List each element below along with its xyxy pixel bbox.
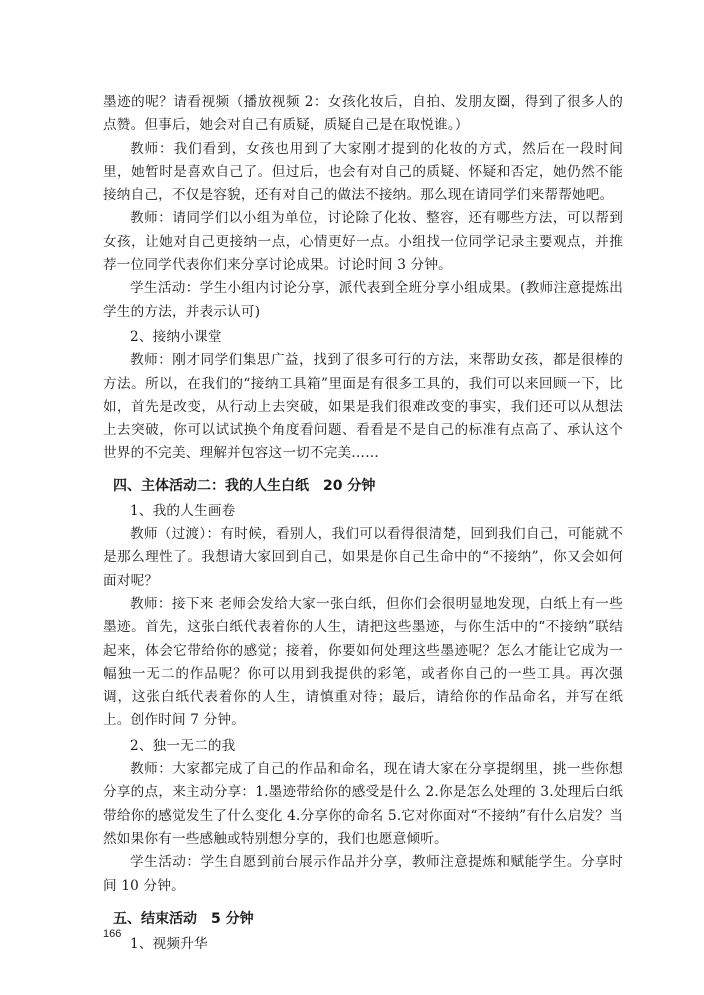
section-heading-closing: 五、结束活动 5 分钟 <box>113 910 254 927</box>
paragraph-video-intro: 墨迹的呢？请看视频（播放视频 2：女孩化妆后，自拍、发朋友圈，得到了很多人的点赞。但事后，她会对自己有质疑，质疑自己是在取悦谁。） <box>103 94 623 134</box>
paragraph-teacher-observation: 教师：我们看到，女孩也用到了大家刚才提到的化妆的方式，然后在一段时间里，她暂时是喜欢自己了。但过后，也会有对自己的质疑、怀疑和否定，她仍然不能接纳自己，不仅是容貌，还有对自己的做法不接纳。那么现在请同学们来帮帮她吧。 <box>103 140 623 204</box>
subheading-accept-classroom: 2、接纳小课堂 <box>130 328 222 345</box>
paragraph-transition: 教师（过渡）：有时候，看别人，我们可以看得很清楚，回到我们自己，可能就不是那么理性了。我想请大家回到自己，如果是你自己生命中的“不接纳”，你又会如何面对呢？ <box>103 526 623 589</box>
subheading-unique-me: 2、独一无二的我 <box>130 737 236 754</box>
page-number: 166 <box>103 928 122 940</box>
paragraph-sharing-outline: 教师：大家都完成了自己的作品和命名，现在请大家在分享提纲里，挑一些你想分享的点，来主动分享：1.墨迹带给你的感受是什么 2.你是怎么处理的 3.处理后白纸带给你的感觉发生了什么变化 4.分享你的命名 5.它对你面对“不接纳”有什么启发？当然如果你有一些感触或特别想分享的，我们也愿意倾听。 <box>103 761 623 847</box>
paragraph-group-discussion: 教师：请同学们以小组为单位，讨论除了化妆、整容，还有哪些方法，可以帮到女孩，让她对自己更接纳一点，心情更好一点。小组找一位同学记录主要观点，并推荐一位同学代表你们来分享讨论成果。讨论时间 3 分钟。 <box>103 210 623 274</box>
section-heading-activity-two: 四、主体活动二：我的人生白纸 20 分钟 <box>113 477 376 494</box>
paragraph-student-activity-2: 学生活动：学生自愿到前台展示作品并分享，教师注意提炼和赋能学生。分享时间 10 分钟。 <box>103 854 623 894</box>
paragraph-student-activity-1: 学生活动：学生小组内讨论分享，派代表到全班分享小组成果。(教师注意提炼出学生的方法，并表示认可) <box>103 280 623 320</box>
subheading-life-scroll: 1、我的人生画卷 <box>130 502 236 519</box>
paragraph-white-paper: 教师：接下来 老师会发给大家一张白纸，但你们会很明显地发现，白纸上有一些墨迹。首先，这张白纸代表着你的人生，请把这些墨迹，与你生活中的“不接纳”联结起来，体会它带给你的感觉；接着，你要如何处理这些墨迹呢？怎么才能让它成为一幅独一无二的作品呢？你可以用到我提供的彩笔，或者你自己的一些工具。再次强调，这张白纸代表着你的人生，请慎重对待；最后，请给你的作品命名，并写在纸上。创作时间 7 分钟。 <box>103 595 623 729</box>
subheading-video-sublimation: 1、视频升华 <box>130 935 208 952</box>
paragraph-toolbox: 教师：刚才同学们集思广益，找到了很多可行的方法，来帮助女孩，都是很棒的方法。所以，在我们的“接纳工具箱”里面是有很多工具的，我们可以来回顾一下，比如，首先是改变，从行动上去突破，如果是我们很难改变的事实，我们还可以从想法上去突破，你可以试试换个角度看问题、看看是不是自己的标准有点高了、承认这个世界的不完美、理解并包容这一切不完美…… <box>103 352 623 462</box>
page-body <box>103 91 623 956</box>
